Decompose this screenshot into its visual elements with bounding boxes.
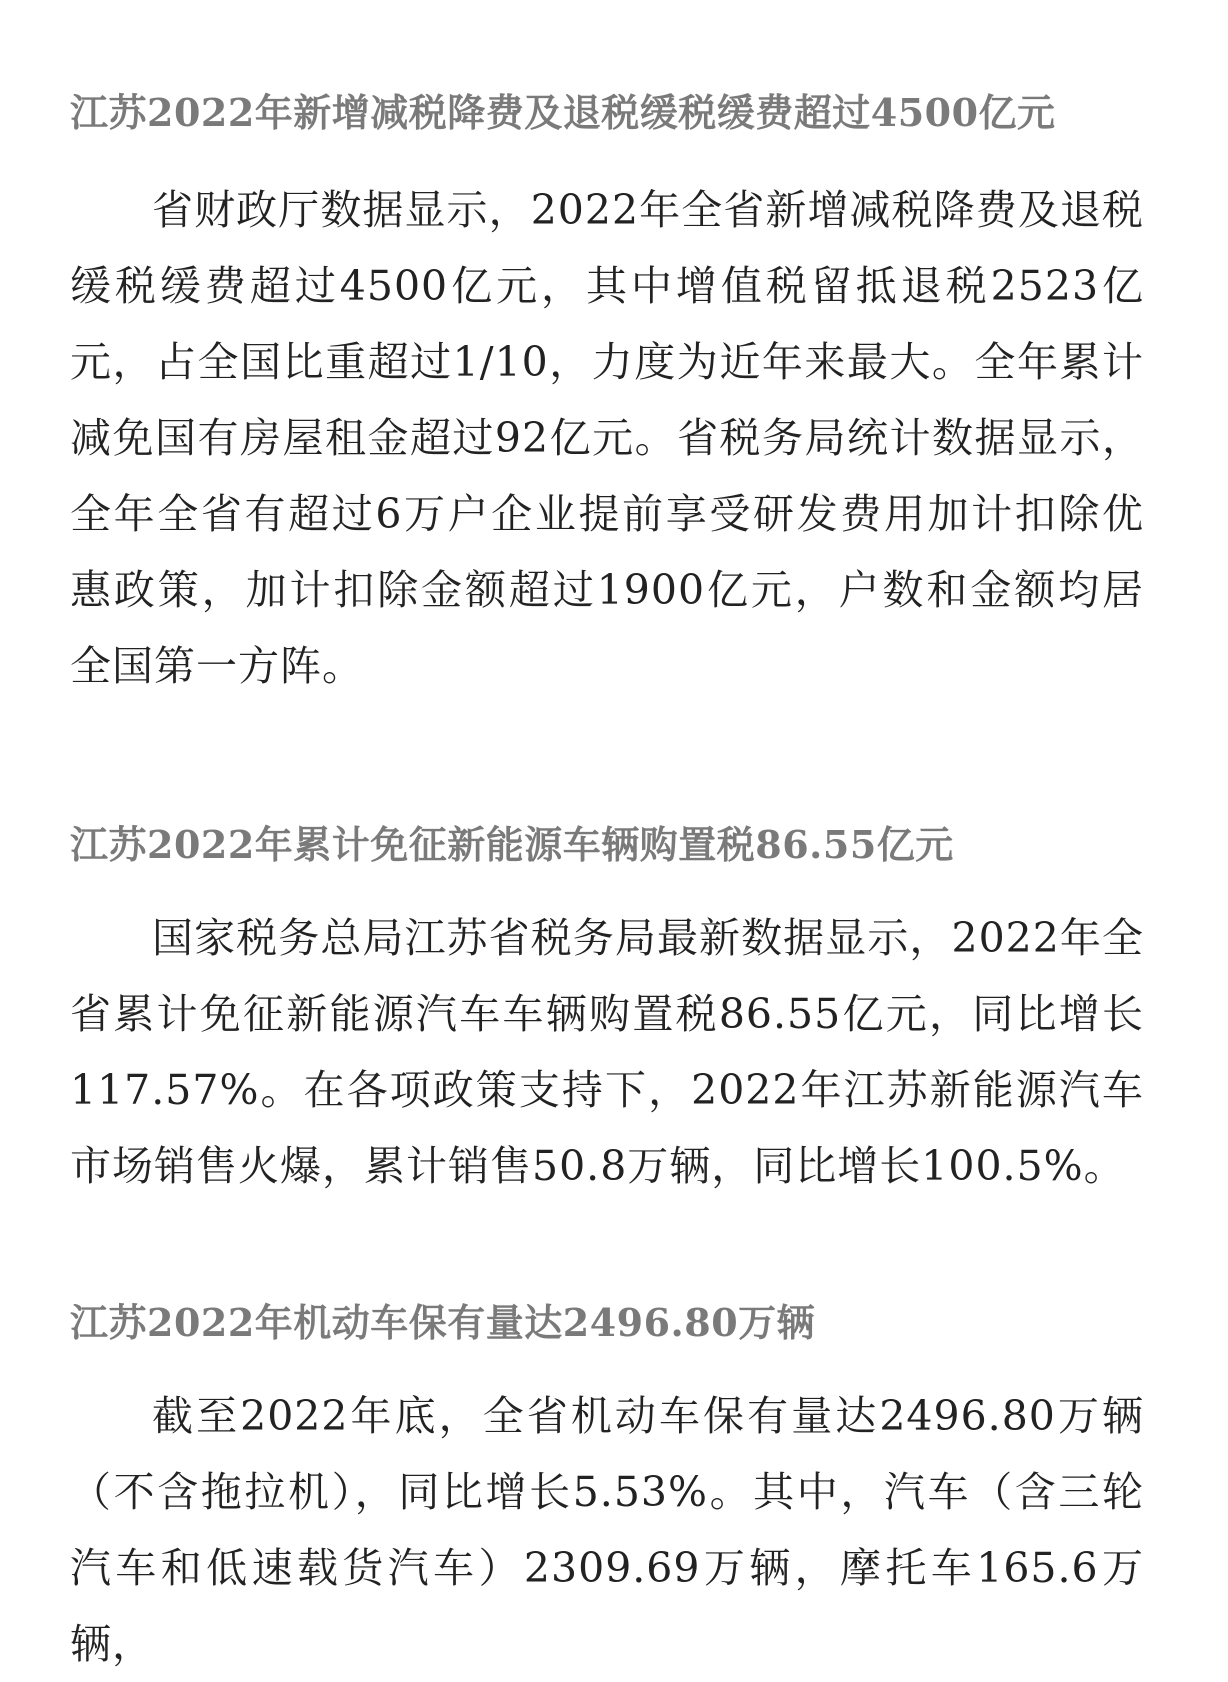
section-heading-motor-vehicles: 江苏2022年机动车保有量达2496.80万辆 <box>70 1300 816 1345</box>
section-heading-tax-reduction: 江苏2022年新增减税降费及退税缓税缓费超过4500亿元 <box>70 90 1056 135</box>
section-heading-nev-purchase-tax: 江苏2022年累计免征新能源车辆购置税86.55亿元 <box>70 822 954 867</box>
section-body-nev-purchase-tax: 国家税务总局江苏省税务局最新数据显示，2022年全省累计免征新能源汽车车辆购置税86.55亿元，同比增长117.57%。在各项政策支持下，2022年江苏新能源汽车市场销售火爆，累计销售50.8万辆，同比增长100.5%。 <box>70 914 1144 1190</box>
section-body-tax-reduction: 省财政厅数据显示，2022年全省新增减税降费及退税缓税缓费超过4500亿元，其中增值税留抵退税2523亿元，占全国比重超过1/10，力度为近年来最大。全年累计减免国有房屋租金超过92亿元。省税务局统计数据显示，全年全省有超过6万户企业提前享受研发费用加计扣除优惠政策，加计扣除金额超过1900亿元，户数和金额均居全国第一方阵。 <box>70 186 1144 690</box>
section-body-motor-vehicles: 截至2022年底，全省机动车保有量达2496.80万辆（不含拖拉机），同比增长5.53%。其中，汽车（含三轮汽车和低速载货汽车）2309.69万辆，摩托车165.6万辆， <box>70 1392 1144 1668</box>
